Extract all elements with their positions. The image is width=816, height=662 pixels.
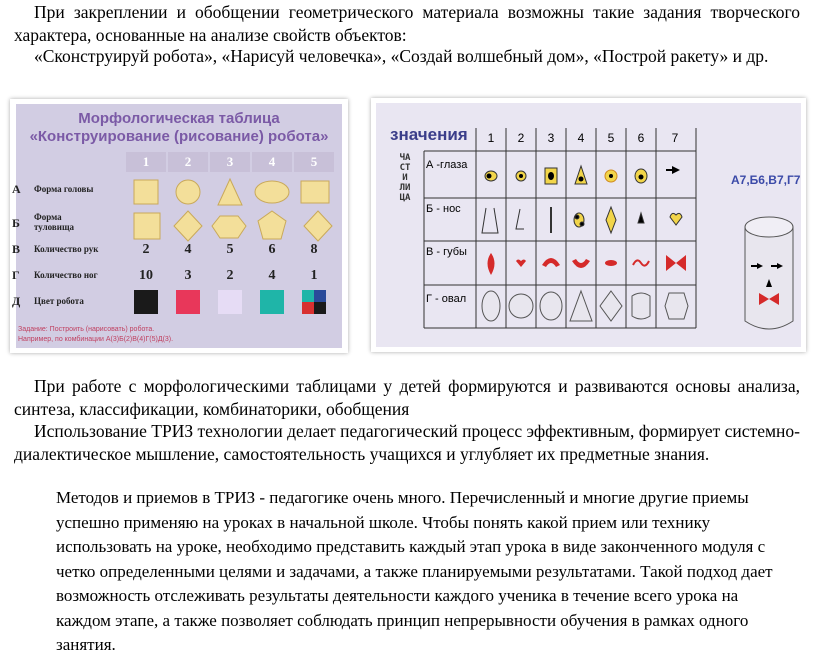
row-letter: Д [12, 294, 21, 308]
row-label: Цвет робота [34, 296, 84, 306]
rectangle-shape [301, 181, 329, 203]
col-header: 2 [168, 152, 208, 172]
color-swatch [260, 290, 284, 314]
values-heading: значения [390, 125, 468, 144]
value-cell: 2 [142, 242, 150, 257]
row-label: Форма туловища [34, 212, 75, 232]
col-header: 1 [126, 152, 166, 172]
row-label-nose: Б - нос [426, 203, 461, 215]
pentagon-shape [258, 211, 286, 239]
value-cell: 8 [310, 242, 318, 257]
face-oval-row-icons [482, 291, 688, 321]
row-label-eyes: А -глаза [426, 159, 468, 171]
rhombus-shape [174, 211, 202, 241]
hexagon-shape [212, 216, 246, 238]
row-letter: А [12, 182, 21, 196]
row-label: Количество ног [34, 270, 98, 280]
row-letter: Б [12, 216, 20, 230]
example-note: Например, по комбинации А(3)Б(2)В(4)Г(5)Д(3). [18, 336, 174, 343]
col-number: 4 [577, 131, 585, 145]
row-letter: В [12, 242, 21, 256]
morphological-table-image [10, 99, 348, 353]
value-cell: 1 [310, 268, 318, 283]
triangle-shape [218, 179, 242, 205]
body-shapes [126, 208, 336, 244]
col-number: 1 [487, 131, 495, 145]
paragraph-intro: При закреплении и обобщении геометрического материала возможны такие задания творческого характера, основанные на анализе свойств объектов: [14, 2, 800, 45]
row-label: Форма головы [34, 184, 94, 194]
task-note: Задание: Построить (нарисовать) робота. [18, 326, 155, 333]
value-cell: 6 [268, 242, 276, 257]
color-swatches [126, 290, 336, 316]
col-number: 3 [547, 131, 555, 145]
color-swatch [218, 290, 242, 314]
table-subtitle: «Конструирование (рисование) робота» [29, 128, 329, 145]
col-number: 5 [607, 131, 615, 145]
row-label-lips: В - губы [426, 246, 467, 258]
value-cell: 5 [226, 242, 234, 257]
col-header: 4 [252, 152, 292, 172]
answer-combination: А7,Б6,В7,Г7 [731, 173, 801, 187]
paragraph-triz: Использование ТРИЗ технологии делает педагогический процесс эффективным, формирует системно-диалектическое мышление, самостоятельность учащихся и углубляет их предметные знания. [14, 421, 800, 464]
col-number: 2 [517, 131, 525, 145]
row-label-oval: Г - овал [426, 293, 467, 305]
square-shape [134, 213, 160, 239]
face-morphological-table-image [371, 98, 806, 352]
table-title: Морфологическая таблица [78, 110, 280, 127]
value-cell: 10 [139, 268, 153, 283]
eyes-row-icons [485, 166, 680, 184]
color-swatch [134, 290, 158, 314]
row-letter: Г [12, 268, 20, 282]
color-swatch [176, 290, 200, 314]
col-number: 6 [637, 131, 645, 145]
vertical-label: ЧАСТИ ЛИЦА [399, 153, 411, 203]
square-shape [134, 180, 158, 204]
multicolor-swatch [302, 290, 326, 314]
row-label: Количество рук [34, 244, 99, 254]
nose-row-icons [482, 207, 682, 233]
col-header: 5 [294, 152, 334, 172]
paragraph-morph-tables: При работе с морфологическими таблицами у детей формируются и развиваются основы анализа, синтеза, классификации, комбинаторики, обобщения [14, 376, 800, 419]
head-shapes [126, 176, 336, 210]
paragraph-triz-methods: Методов и приемов в ТРИЗ - педагогике очень много. Перечисленный и многие другие приемы успешно применяю на уроках в начальной школе. Чтобы понять какой прием или технику использовать на уроке, необходимо представить каждый этап урока в виде законченного модуля с четко определенными целями и задачами, а также планируемыми результатами. Такой подход дает возможность отслеживать результаты деятельности каждого ученика в течение всего урока на каждом этапе, а также позволяет соблюдать принцип непрерывности обучения в рамках одного занятия. [56, 488, 773, 654]
rhombus-shape [304, 211, 332, 241]
col-header: 3 [210, 152, 250, 172]
value-cell: 4 [268, 268, 276, 283]
circle-shape [176, 180, 200, 204]
oval-shape [255, 181, 289, 203]
col-number: 7 [671, 131, 679, 145]
value-cell: 2 [226, 268, 234, 283]
paragraph-tasks: «Сконструируй робота», «Нарисуй человечка», «Создай волшебный дом», «Построй ракету» и др. [34, 46, 769, 66]
result-face-cylinder [741, 213, 797, 341]
value-cell: 4 [184, 242, 192, 257]
table-grid [12, 152, 342, 322]
value-cell: 3 [184, 268, 192, 283]
